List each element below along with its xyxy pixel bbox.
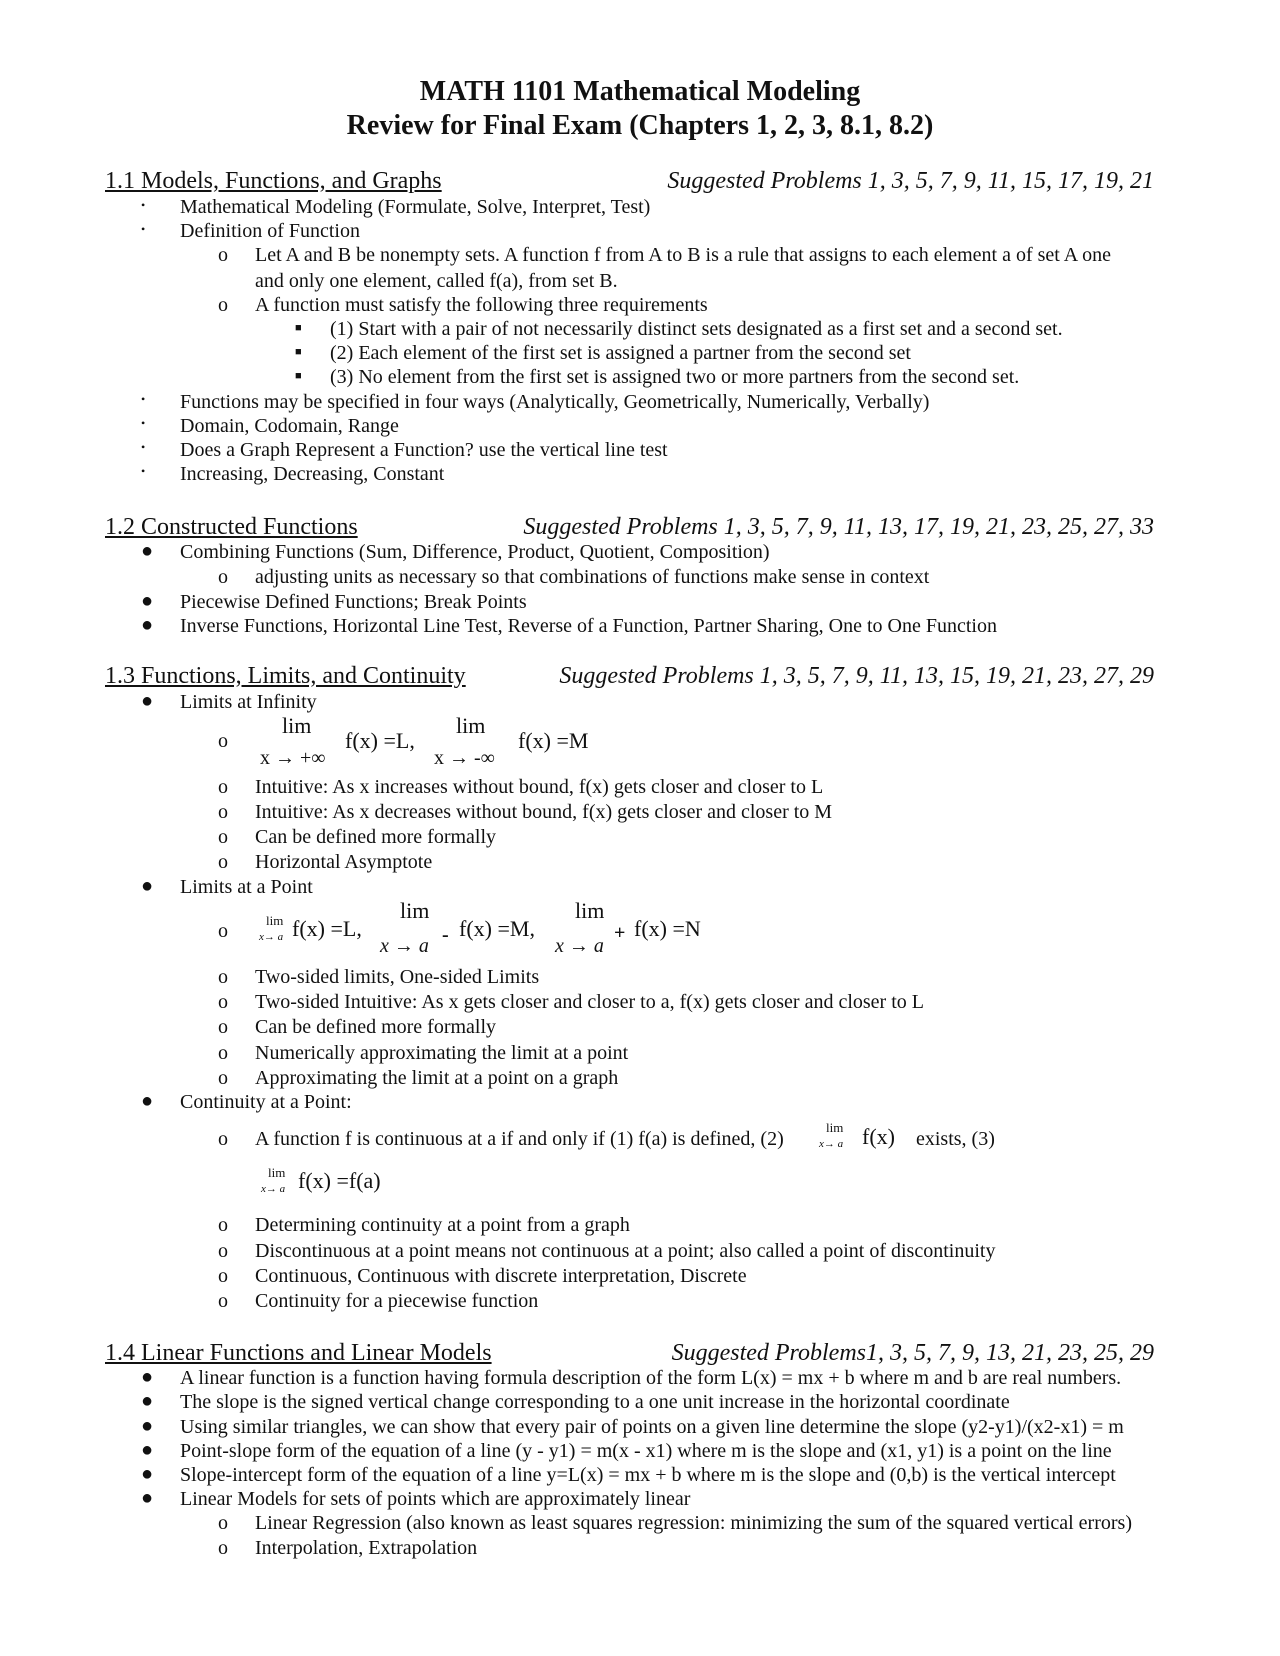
list-item: Does a Graph Represent a Function? use the vertical line test xyxy=(180,439,668,461)
bullet-icon: ● xyxy=(141,1463,154,1485)
square-bullet-icon: ■ xyxy=(295,322,302,334)
list-item: A function f is continuous at a if and only if (1) f(a) is defined, (2) xyxy=(255,1128,784,1150)
circle-bullet-icon: o xyxy=(218,851,228,873)
section-heading-1-3: 1.3 Functions, Limits, and Continuity xyxy=(105,663,466,689)
circle-bullet-icon: o xyxy=(218,566,228,588)
list-item: A function must satisfy the following three requirements xyxy=(255,294,708,316)
list-item: Two-sided limits, One-sided Limits xyxy=(255,966,540,988)
bullet-icon: • xyxy=(141,440,146,454)
list-item: Can be defined more formally xyxy=(255,1016,497,1038)
lim-subscript: x → a xyxy=(555,935,604,957)
list-item: Definition of Function xyxy=(180,220,360,242)
square-bullet-icon: ■ xyxy=(295,346,302,358)
list-item: Functions may be specified in four ways (Analytically, Geometrically, Numerically, Verbally) xyxy=(180,391,930,413)
limit-expression: f(x) =L, xyxy=(345,728,415,753)
list-item: Numerically approximating the limit at a point xyxy=(255,1042,629,1064)
limit-expression: f(x) =M xyxy=(518,728,589,753)
list-item: Limits at a Point xyxy=(180,876,313,898)
circle-bullet-icon: o xyxy=(218,1067,228,1089)
list-item: (3) No element from the first set is assigned two or more partners from the second set. xyxy=(330,366,1020,388)
bullet-icon: ● xyxy=(141,590,154,612)
lim-subscript: x → a xyxy=(380,935,429,957)
section-problems-1-1: Suggested Problems 1, 3, 5, 7, 9, 11, 15, 17, 19, 21 xyxy=(667,168,1154,194)
lim-subscript: x → +∞ xyxy=(260,747,326,769)
circle-bullet-icon: o xyxy=(218,920,228,942)
list-item: Continuous, Continuous with discrete interpretation, Discrete xyxy=(255,1265,747,1287)
list-item: Continuity at a Point: xyxy=(180,1091,352,1113)
circle-bullet-icon: o xyxy=(218,1290,228,1312)
list-item: Combining Functions (Sum, Difference, Product, Quotient, Composition) xyxy=(180,541,770,563)
document-title: MATH 1101 Mathematical Modeling xyxy=(419,76,861,107)
circle-bullet-icon: o xyxy=(218,1214,228,1236)
document-subtitle: Review for Final Exam (Chapters 1, 2, 3, 8.1, 8.2) xyxy=(346,110,934,141)
limit-expression: f(x) =N xyxy=(634,916,701,941)
lim-subscript: x → -∞ xyxy=(434,747,495,769)
lim-label: lim xyxy=(826,1120,844,1135)
list-item: adjusting units as necessary so that combinations of functions make sense in context xyxy=(255,566,930,588)
list-item: Intuitive: As x increases without bound, f(x) gets closer and closer to L xyxy=(255,776,824,798)
circle-bullet-icon: o xyxy=(218,244,228,266)
list-item: Can be defined more formally xyxy=(255,826,497,848)
list-item: Linear Models for sets of points which are approximately linear xyxy=(180,1488,691,1510)
circle-bullet-icon: o xyxy=(218,1265,228,1287)
section-problems-1-3: Suggested Problems 1, 3, 5, 7, 9, 11, 13, 15, 19, 21, 23, 27, 29 xyxy=(559,663,1154,689)
bullet-icon: ● xyxy=(141,1487,154,1509)
list-item: Using similar triangles, we can show that every pair of points on a given line determine the slope (y2-y1)/(x2-x1) = m xyxy=(180,1416,1124,1438)
lim-subscript: x→ a xyxy=(819,1138,844,1150)
lim-subscript: x→ a xyxy=(259,931,284,943)
list-item: Interpolation, Extrapolation xyxy=(255,1537,478,1559)
list-item: A linear function is a function having formula description of the form L(x) = mx + b where m and b are real numbers. xyxy=(180,1367,1122,1389)
bullet-icon: ● xyxy=(141,875,154,897)
circle-bullet-icon: o xyxy=(218,1537,228,1559)
limit-expression: f(x) =L, xyxy=(292,916,362,941)
list-item: Determining continuity at a point from a graph xyxy=(255,1214,630,1236)
list-item: Inverse Functions, Horizontal Line Test, Reverse of a Function, Partner Sharing, One to One Function xyxy=(180,615,997,637)
bullet-icon: • xyxy=(141,464,146,478)
list-item: Mathematical Modeling (Formulate, Solve, Interpret, Test) xyxy=(180,196,651,218)
lim-superscript: + xyxy=(614,922,626,944)
list-item: Approximating the limit at a point on a graph xyxy=(255,1067,619,1089)
bullet-icon: ● xyxy=(141,540,154,562)
bullet-icon: • xyxy=(141,416,146,430)
list-item: The slope is the signed vertical change corresponding to a one unit increase in the horizontal coordinate xyxy=(180,1391,1010,1413)
list-item: Increasing, Decreasing, Constant xyxy=(180,463,445,485)
circle-bullet-icon: o xyxy=(218,966,228,988)
list-item-continued: and only one element, called f(a), from set B. xyxy=(255,270,618,292)
section-heading-1-2: 1.2 Constructed Functions xyxy=(105,514,358,540)
limit-expression: f(x) =f(a) xyxy=(298,1168,381,1193)
circle-bullet-icon: o xyxy=(218,991,228,1013)
list-item: Intuitive: As x decreases without bound, f(x) gets closer and closer to M xyxy=(255,801,833,823)
list-item: Horizontal Asymptote xyxy=(255,851,433,873)
limit-expression: f(x) xyxy=(862,1124,895,1149)
bullet-icon: ● xyxy=(141,1390,154,1412)
circle-bullet-icon: o xyxy=(218,1042,228,1064)
list-item: Piecewise Defined Functions; Break Points xyxy=(180,591,527,613)
lim-label: lim xyxy=(282,713,312,738)
bullet-icon: ● xyxy=(141,1366,154,1388)
list-item: Linear Regression (also known as least squares regression: minimizing the sum of the squared vertical errors) xyxy=(255,1512,1132,1534)
circle-bullet-icon: o xyxy=(218,826,228,848)
lim-label: lim xyxy=(575,898,605,923)
circle-bullet-icon: o xyxy=(218,1512,228,1534)
circle-bullet-icon: o xyxy=(218,801,228,823)
lim-superscript: - xyxy=(442,924,449,946)
bullet-icon: • xyxy=(141,198,146,212)
list-item: Domain, Codomain, Range xyxy=(180,415,399,437)
lim-label: lim xyxy=(268,1165,286,1180)
circle-bullet-icon: o xyxy=(218,1240,228,1262)
bullet-icon: ● xyxy=(141,1439,154,1461)
list-item: Two-sided Intuitive: As x gets closer and closer to a, f(x) gets closer and closer to L xyxy=(255,991,924,1013)
section-problems-1-4: Suggested Problems1, 3, 5, 7, 9, 13, 21, 23, 25, 29 xyxy=(671,1340,1154,1366)
list-item: Slope-intercept form of the equation of a line y=L(x) = mx + b where m is the slope and (0,b) is the vertical intercept xyxy=(180,1464,1116,1486)
bullet-icon: ● xyxy=(141,614,154,636)
list-item: Continuity for a piecewise function xyxy=(255,1290,539,1312)
circle-bullet-icon: o xyxy=(218,294,228,316)
list-item-continued: exists, (3) xyxy=(916,1128,995,1150)
circle-bullet-icon: o xyxy=(218,1128,228,1150)
bullet-icon: ● xyxy=(141,1090,154,1112)
circle-bullet-icon: o xyxy=(218,1016,228,1038)
lim-label: lim xyxy=(456,713,486,738)
bullet-icon: ● xyxy=(141,1415,154,1437)
circle-bullet-icon: o xyxy=(218,730,228,752)
lim-subscript: x→ a xyxy=(261,1183,286,1195)
list-item: Let A and B be nonempty sets. A function f from A to B is a rule that assigns to each element a of set A one xyxy=(255,244,1111,266)
bullet-icon: • xyxy=(141,222,146,236)
bullet-icon: ● xyxy=(141,690,154,712)
lim-label: lim xyxy=(400,898,430,923)
square-bullet-icon: ■ xyxy=(295,370,302,382)
bullet-icon: • xyxy=(141,392,146,406)
circle-bullet-icon: o xyxy=(218,776,228,798)
list-item: Discontinuous at a point means not continuous at a point; also called a point of discontinuity xyxy=(255,1240,996,1262)
list-item: (2) Each element of the first set is assigned a partner from the second set xyxy=(330,342,911,364)
section-problems-1-2: Suggested Problems 1, 3, 5, 7, 9, 11, 13, 17, 19, 21, 23, 25, 27, 33 xyxy=(523,514,1154,540)
lim-label: lim xyxy=(266,913,284,928)
list-item: (1) Start with a pair of not necessarily distinct sets designated as a first set and a second set. xyxy=(330,318,1063,340)
list-item: Point-slope form of the equation of a line (y - y1) = m(x - x1) where m is the slope and (x1, y1) is a point on the line xyxy=(180,1440,1112,1462)
list-item: Limits at Infinity xyxy=(180,691,317,713)
section-heading-1-4: 1.4 Linear Functions and Linear Models xyxy=(105,1340,492,1366)
limit-expression: f(x) =M, xyxy=(459,916,535,941)
section-heading-1-1: 1.1 Models, Functions, and Graphs xyxy=(105,168,442,194)
